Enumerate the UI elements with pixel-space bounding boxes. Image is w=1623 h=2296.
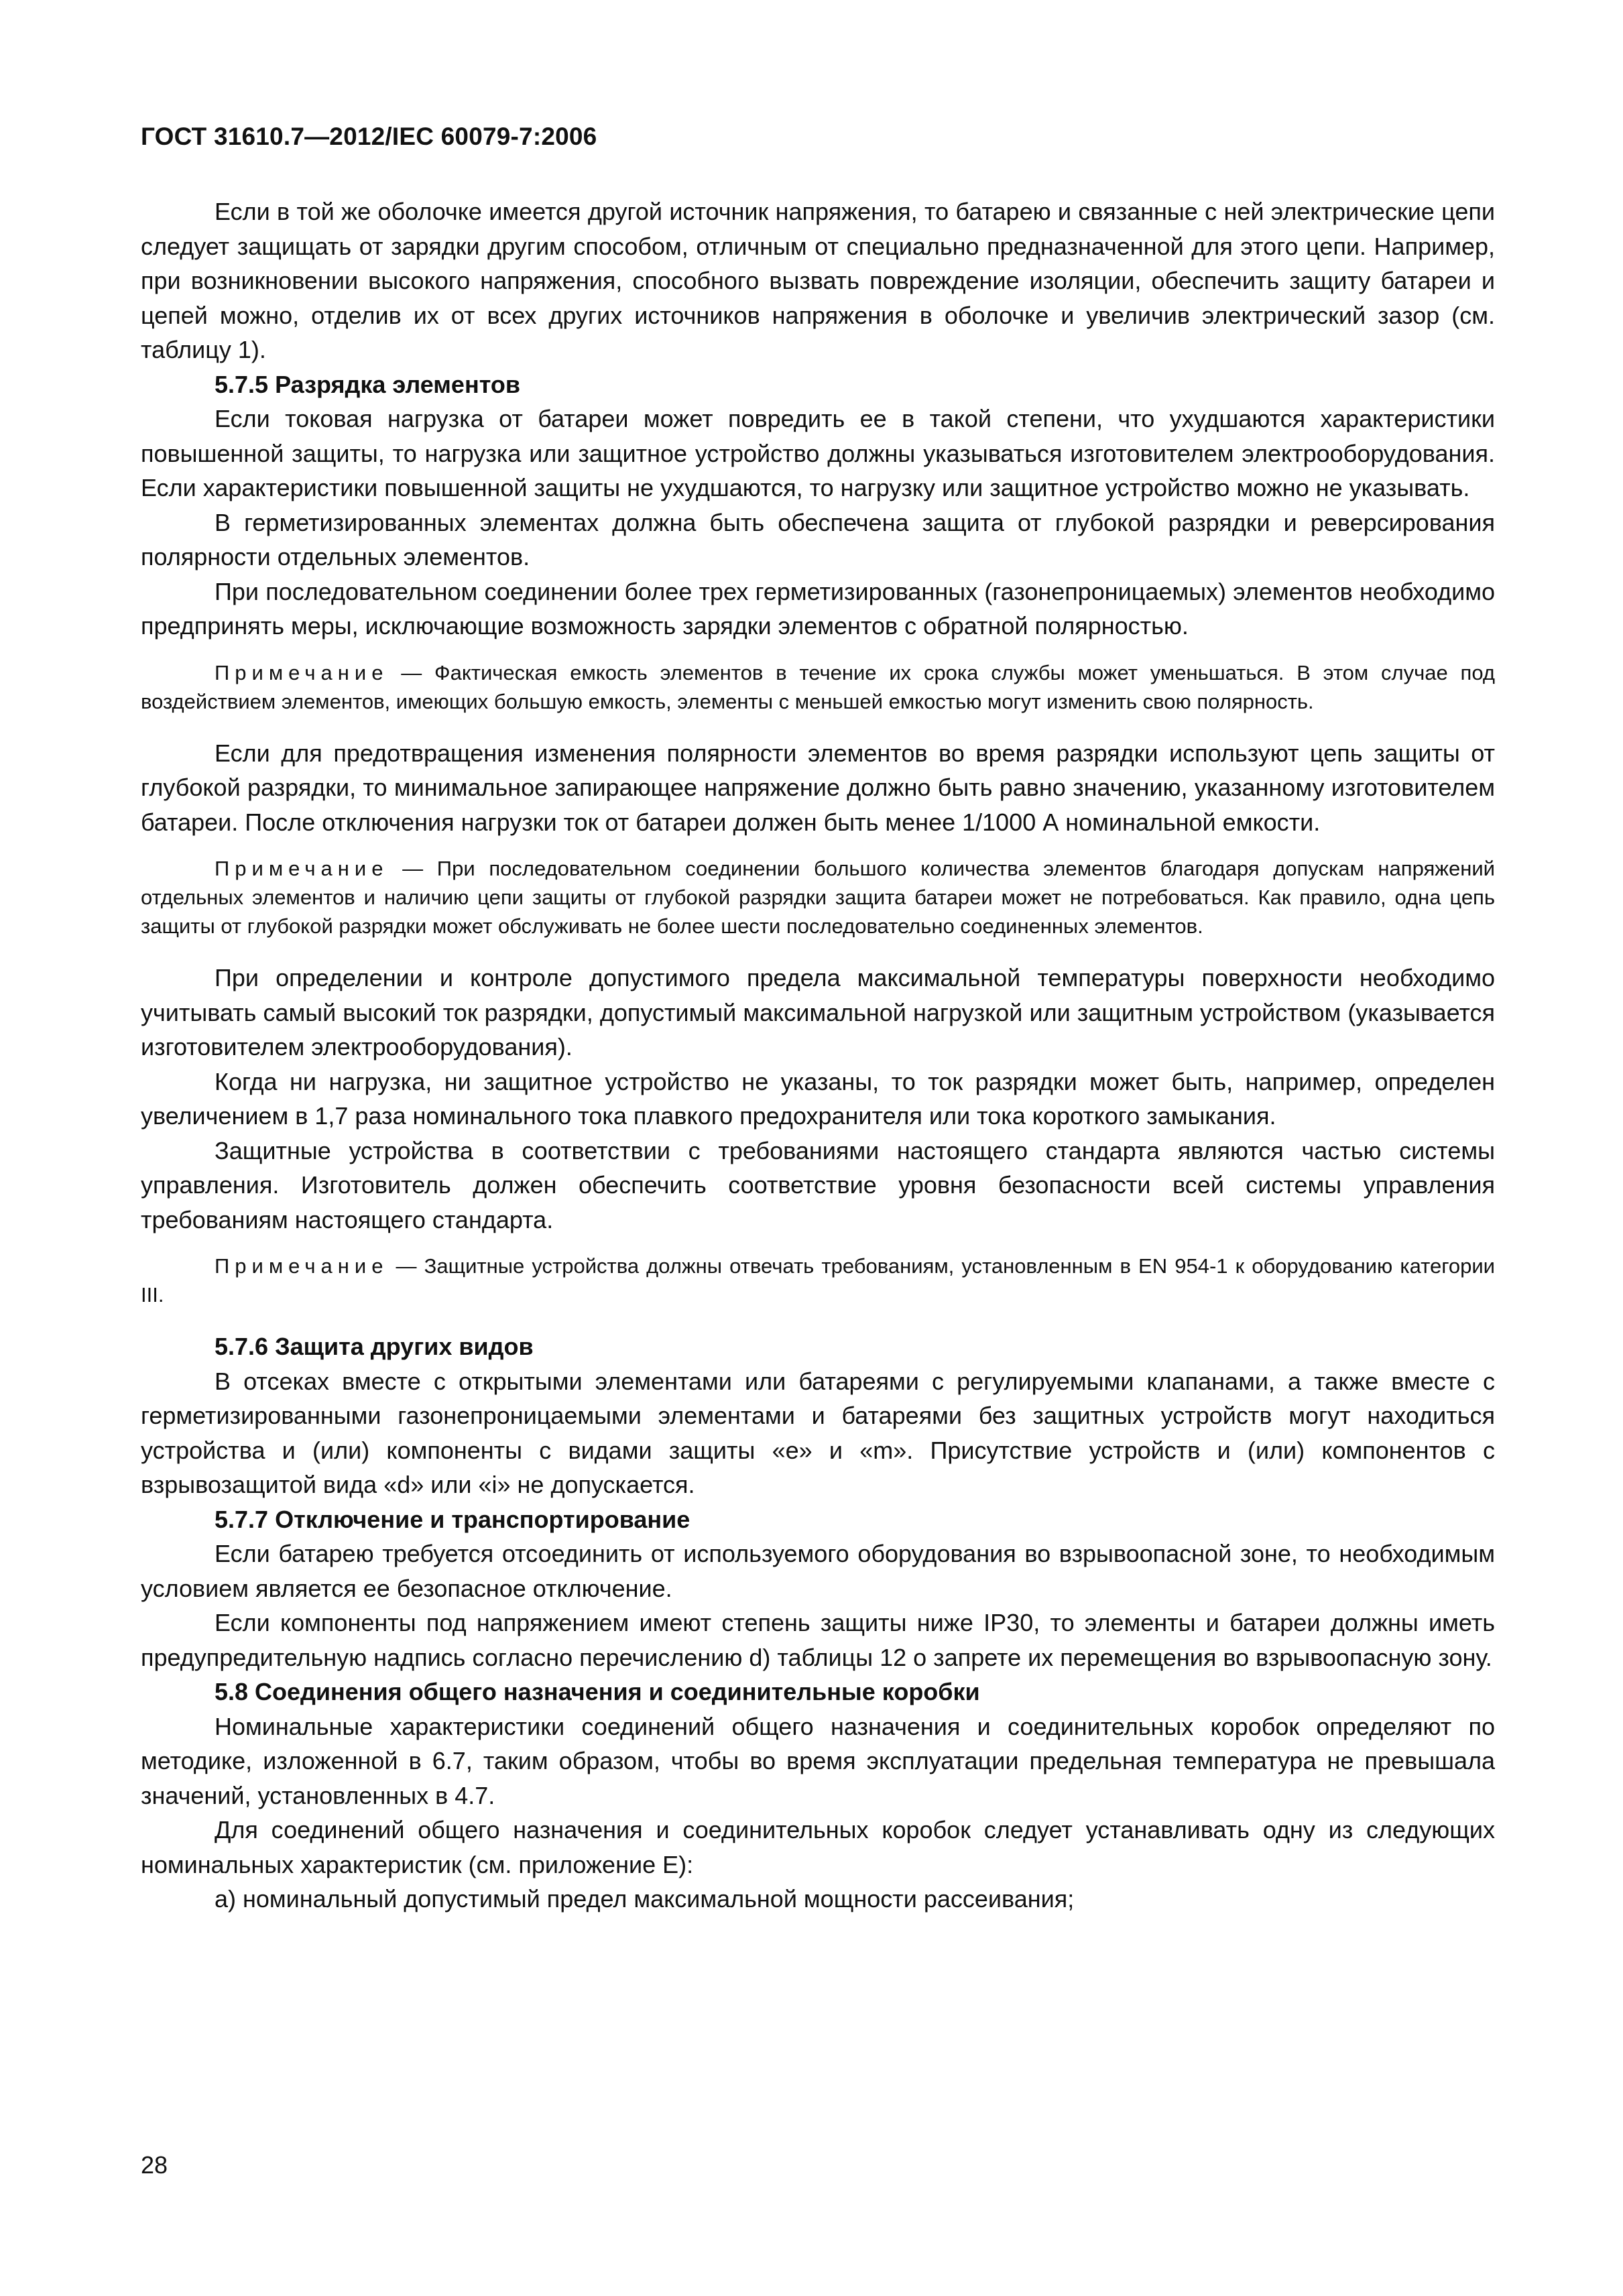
document-body <box>141 194 1495 1917</box>
document-header: ГОСТ 31610.7—2012/IEC 60079-7:2006 <box>141 123 597 150</box>
section-heading: 5.7.6 Защита других видов <box>215 1333 534 1360</box>
body-paragraph: В отсеках вместе с открытыми элементами или батареями с регулируемыми клапанами, а также вместе с герметизированными газонепроницаемыми элементами и батареями без защитных устройств могут находиться устройства и (или) компоненты с видами защиты «е» и «m». Присутствие устройств и (или) компонентов с взрывозащитой вида «d» или «i» не допускается. <box>141 1367 1495 1498</box>
note-text: — При последовательном соединении большого количества элементов благодаря допускам напряжений отдельных элементов и наличию цепи защиты от глубокой разрядки защита батареи может не потребоваться. Как правило, одна цепь защиты от глубокой разрядки может обслуживать не более шести последовательно соединенных элементов. <box>141 857 1495 938</box>
note-paragraph <box>141 658 1495 716</box>
body-paragraph: Защитные устройства в соответствии с требованиями настоящего стандарта являются частью системы управления. Изготовитель должен обеспечить соответствие уровня безопасности всей системы управления требованиям настоящего стандарта. <box>141 1136 1495 1233</box>
note-text: — Фактическая емкость элементов в течение их срока службы может уменьшаться. В этом случае под воздействием элементов, имеющих большую емкость, элементы с меньшей емкостью могут изменить свою полярность. <box>141 660 1495 713</box>
body-paragraph: Номинальные характеристики соединений общего назначения и соединительных коробок определяют по методике, изложенной в 6.7, таким образом, чтобы во время эксплуатации предельная температура не превышала значений, установленных в 4.7. <box>141 1712 1495 1809</box>
note-paragraph <box>141 854 1495 941</box>
body-paragraph: а) номинальный допустимый предел максимальной мощности рассеивания; <box>215 1885 1075 1913</box>
note-text: — Защитные устройства должны отвечать требованиям, установленным в EN 954-1 к оборудованию категории III. <box>141 1254 1495 1307</box>
body-paragraph: Когда ни нагрузка, ни защитное устройство не указаны, то ток разрядки может быть, например, определен увеличением в 1,7 раза номинального тока плавкого предохранителя или тока короткого замыкания. <box>141 1067 1495 1130</box>
note-paragraph <box>141 1252 1495 1309</box>
section-heading: 5.7.7 Отключение и транспортирование <box>215 1505 690 1533</box>
note-label: Примечание <box>215 857 389 880</box>
body-paragraph: Если батарею требуется отсоединить от используемого оборудования во взрывоопасной зоне, то необходимым условием является ее безопасное отключение. <box>141 1540 1495 1602</box>
note-label: Примечание <box>215 1254 389 1278</box>
body-paragraph: В герметизированных элементах должна быть обеспечена защита от глубокой разрядки и реверсирования полярности отдельных элементов. <box>141 508 1495 570</box>
page-number: 28 <box>141 2151 168 2179</box>
body-paragraph: Если токовая нагрузка от батареи может повредить ее в такой степени, что ухудшаются характеристики повышенной защиты, то нагрузка или защитное устройство должны указываться изготовителем электрооборудования. Если характеристики повышенной защиты не ухудшаются, то нагрузку или защитное устройство можно не указывать. <box>141 405 1495 501</box>
body-paragraph: Если в той же оболочке имеется другой источник напряжения, то батарею и связанные с ней электрические цепи следует защищать от зарядки другим способом, отличным от специально предназначенной для этого цепи. Например, при возникновении высокого напряжения, способного вызвать повреждение изоляции, обеспечить защиту батареи и цепей можно, отделив их от всех других источников напряжения в оболочке и увеличив электрический зазор (см. таблицу 1). <box>141 198 1495 363</box>
document-page <box>141 121 1495 1917</box>
body-paragraph: Для соединений общего назначения и соединительных коробок следует устанавливать одну из следующих номинальных характеристик (см. приложение Е): <box>141 1816 1495 1878</box>
body-paragraph: Если для предотвращения изменения полярности элементов во время разрядки используют цепь защиты от глубокой разрядки, то минимальное запирающее напряжение должно быть равно значению, указанному изготовителем батареи. После отключения нагрузки ток от батареи должен быть менее 1/1000 А номинальной емкости. <box>141 739 1495 836</box>
section-heading: 5.7.5 Разрядка элементов <box>215 370 520 398</box>
body-paragraph: Если компоненты под напряжением имеют степень защиты ниже IP30, то элементы и батареи должны иметь предупредительную надпись согласно перечислению d) таблицы 12 о запрете их перемещения во взрывоопасную зону. <box>141 1609 1495 1671</box>
body-paragraph: При определении и контроле допустимого предела максимальной температуры поверхности необходимо учитывать самый высокий ток разрядки, допустимый максимальной нагрузкой или защитным устройством (указывается изготовителем электрооборудования). <box>141 964 1495 1061</box>
section-heading: 5.8 Соединения общего назначения и соединительные коробки <box>215 1678 980 1705</box>
body-paragraph: При последовательном соединении более трех герметизированных (газонепроницаемых) элементов необходимо предпринять меры, исключающие возможность зарядки элементов с обратной полярностью. <box>141 577 1495 640</box>
note-label: Примечание <box>215 660 389 684</box>
